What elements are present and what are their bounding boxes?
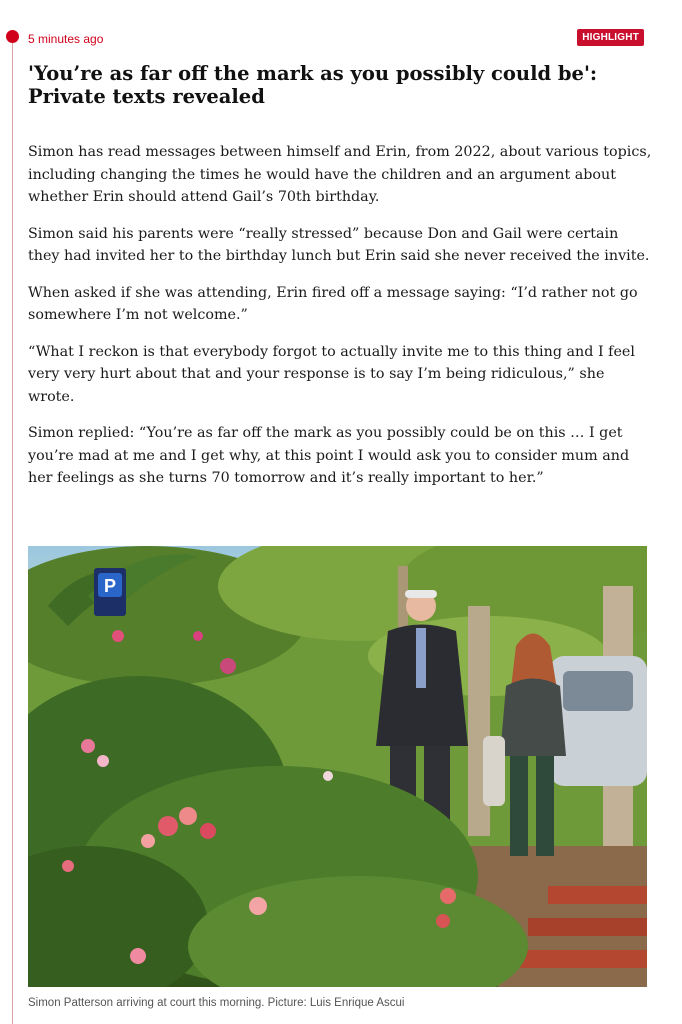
paragraph-4: “What I reckon is that everybody forgot to actually invite me to this thing and I feel very very hurt about that and your response is to say I’m being ridiculous,” she wrote. bbox=[28, 343, 635, 405]
post-photo[interactable] bbox=[28, 546, 647, 987]
timeline-dot bbox=[6, 30, 19, 43]
photo-caption: Simon Patterson arriving at court this morning. Picture: Luis Enrique Ascui bbox=[28, 997, 405, 1009]
paragraph-2: Simon said his parents were “really stressed” because Don and Gail were certain they had invited her to the birthday lunch but Erin said she never received the invite. bbox=[28, 225, 650, 264]
post-headline: 'You’re as far off the mark as you possibly could be': Private texts revealed bbox=[28, 62, 598, 108]
paragraph-1: Simon has read messages between himself and Erin, from 2022, about various topics, including changing the times he would have the children and an argument about whether Erin should attend Gail’s 70th birthday. bbox=[28, 144, 652, 205]
paragraph-3: When asked if she was attending, Erin fired off a message saying: “I’d rather not go somewhere I’m not welcome.” bbox=[28, 284, 638, 323]
post-body bbox=[28, 141, 653, 504]
paragraph-5: Simon replied: “You’re as far off the mark as you possibly could be on this … I get you’re mad at me and I get why, at this point I would ask you to consider mum and her feelings as she turns 70 tomorrow and it’s really important to her.” bbox=[28, 425, 630, 486]
post-timestamp: 5 minutes ago bbox=[28, 32, 104, 46]
timeline-line bbox=[12, 36, 13, 1024]
parking-sign-letter: P bbox=[103, 576, 117, 596]
photo-illustration bbox=[28, 546, 647, 987]
highlight-badge: HIGHLIGHT bbox=[577, 29, 644, 46]
